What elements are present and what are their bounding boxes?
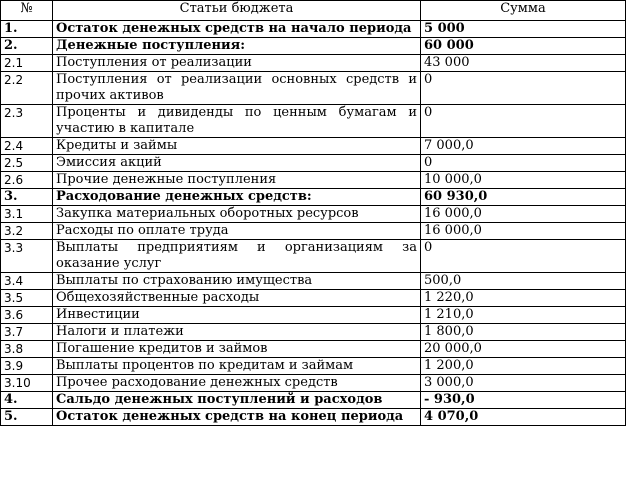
table-row: [1, 189, 626, 206]
row-item: Проценты и дивиденды по ценным бумагам и участию в капитале: [53, 105, 421, 138]
row-number: 2.6: [1, 172, 53, 189]
row-item: Эмиссия акций: [53, 155, 421, 172]
table-row: [1, 240, 626, 273]
table-row: [1, 290, 626, 307]
row-item: Общехозяйственные расходы: [53, 290, 421, 307]
row-sum: 5 000: [421, 21, 626, 38]
row-number: 2.3: [1, 105, 53, 138]
row-number: 3.10: [1, 375, 53, 392]
table-row: [1, 324, 626, 341]
table-row: [1, 375, 626, 392]
row-item: Инвестиции: [53, 307, 421, 324]
row-item: Остаток денежных средств на начало периода: [53, 21, 421, 38]
row-number: 2.: [1, 38, 53, 55]
row-item: Погашение кредитов и займов: [53, 341, 421, 358]
row-sum: 1 210,0: [421, 307, 626, 324]
row-item: Поступления от реализации основных средств и прочих активов: [53, 72, 421, 105]
row-number: 2.5: [1, 155, 53, 172]
table-row: [1, 72, 626, 105]
row-item: Прочие денежные поступления: [53, 172, 421, 189]
row-number: 3.5: [1, 290, 53, 307]
table-row: [1, 21, 626, 38]
row-item: Выплаты предприятиям и организациям за оказание услуг: [53, 240, 421, 273]
table-row: [1, 38, 626, 55]
table-row: [1, 358, 626, 375]
row-number: 3.3: [1, 240, 53, 273]
row-sum: 3 000,0: [421, 375, 626, 392]
header-sum: Сумма: [421, 1, 626, 21]
table-row: [1, 392, 626, 409]
row-sum: 4 070,0: [421, 409, 626, 426]
row-number: 3.7: [1, 324, 53, 341]
row-item: Поступления от реализации: [53, 55, 421, 72]
row-number: 3.9: [1, 358, 53, 375]
row-item: Налоги и платежи: [53, 324, 421, 341]
row-sum: 20 000,0: [421, 341, 626, 358]
table-row: [1, 138, 626, 155]
row-sum: 60 930,0: [421, 189, 626, 206]
header-item: Статьи бюджета: [53, 1, 421, 21]
row-number: 2.2: [1, 72, 53, 105]
row-item: Расходы по оплате труда: [53, 223, 421, 240]
row-number: 3.1: [1, 206, 53, 223]
row-item: Кредиты и займы: [53, 138, 421, 155]
row-item: Денежные поступления:: [53, 38, 421, 55]
table-row: [1, 409, 626, 426]
row-sum: 10 000,0: [421, 172, 626, 189]
row-number: 2.1: [1, 55, 53, 72]
table-row: [1, 172, 626, 189]
row-item: Выплаты процентов по кредитам и займам: [53, 358, 421, 375]
row-number: 3.2: [1, 223, 53, 240]
table-row: [1, 307, 626, 324]
table-row: [1, 206, 626, 223]
row-number: 3.4: [1, 273, 53, 290]
table-row: [1, 155, 626, 172]
row-sum: 500,0: [421, 273, 626, 290]
row-number: 1.: [1, 21, 53, 38]
row-item: Расходование денежных средств:: [53, 189, 421, 206]
row-number: 2.4: [1, 138, 53, 155]
table-row: [1, 341, 626, 358]
row-sum: 1 200,0: [421, 358, 626, 375]
row-sum: 0: [421, 240, 626, 273]
row-number: 3.8: [1, 341, 53, 358]
row-sum: 1 800,0: [421, 324, 626, 341]
row-number: 5.: [1, 409, 53, 426]
row-sum: 43 000: [421, 55, 626, 72]
row-item: Закупка материальных оборотных ресурсов: [53, 206, 421, 223]
row-item: Сальдо денежных поступлений и расходов: [53, 392, 421, 409]
table-row: [1, 55, 626, 72]
table-row: [1, 105, 626, 138]
row-sum: 1 220,0: [421, 290, 626, 307]
table-row: [1, 273, 626, 290]
row-sum: 0: [421, 105, 626, 138]
row-number: 3.: [1, 189, 53, 206]
row-sum: 60 000: [421, 38, 626, 55]
table-row: [1, 223, 626, 240]
header-num: №: [1, 1, 53, 21]
row-item: Остаток денежных средств на конец периода: [53, 409, 421, 426]
row-item: Прочее расходование денежных средств: [53, 375, 421, 392]
row-sum: 7 000,0: [421, 138, 626, 155]
row-sum: - 930,0: [421, 392, 626, 409]
row-item: Выплаты по страхованию имущества: [53, 273, 421, 290]
row-number: 4.: [1, 392, 53, 409]
row-sum: 0: [421, 155, 626, 172]
row-number: 3.6: [1, 307, 53, 324]
header-row: [1, 1, 626, 21]
row-sum: 0: [421, 72, 626, 105]
row-sum: 16 000,0: [421, 223, 626, 240]
row-sum: 16 000,0: [421, 206, 626, 223]
